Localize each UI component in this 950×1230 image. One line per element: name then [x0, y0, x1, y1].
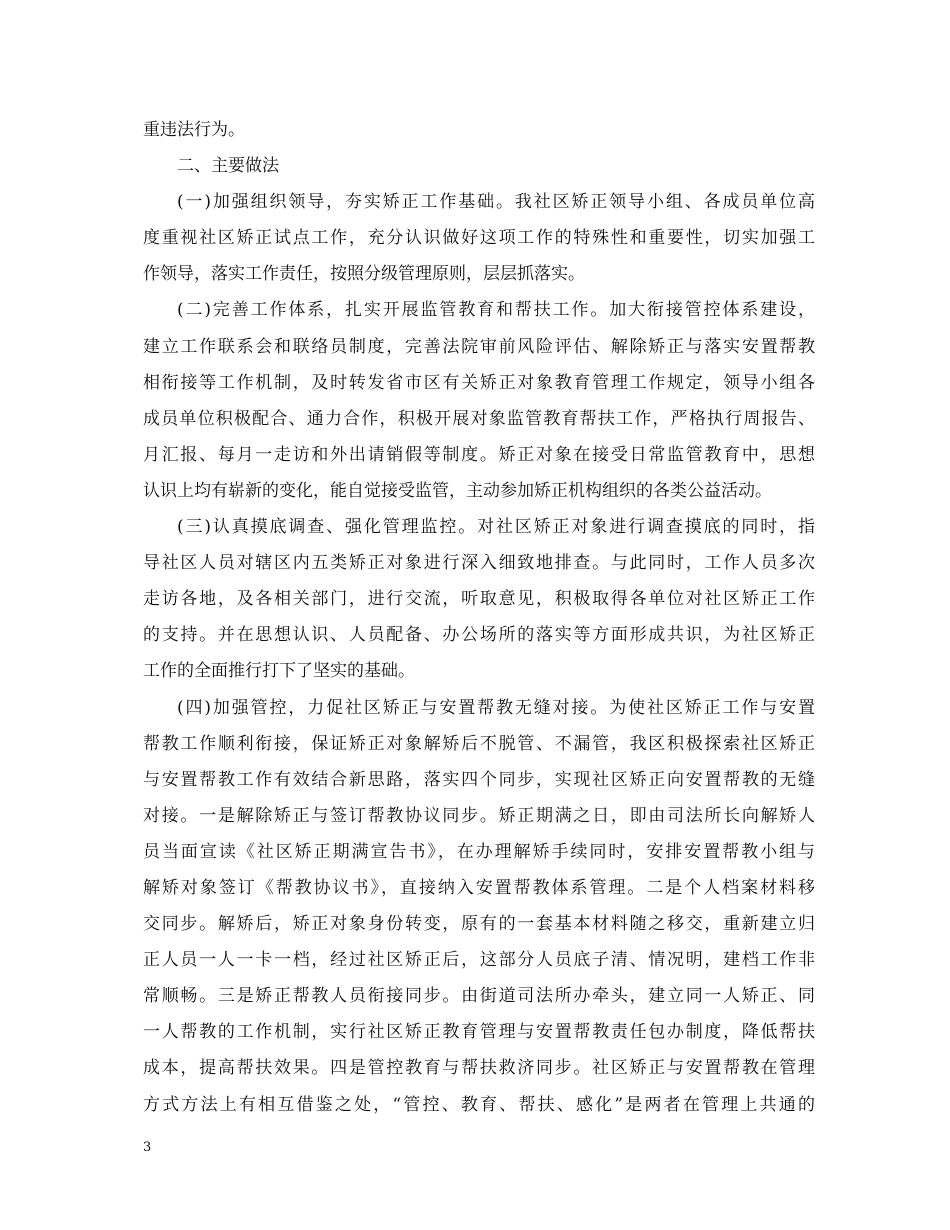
text-line: 月汇报、每月一走访和外出请销假等制度。矫正对象在接受日常监管教育中，思想	[143, 444, 815, 465]
text-line: 与安置帮教工作有效结合新思路，落实四个同步，实现社区矫正向安置帮教的无缝	[143, 769, 815, 790]
text-line: 建立工作联系会和联络员制度，完善法院审前风险评估、解除矫正与落实安置帮教	[143, 336, 815, 357]
text-line: 度重视社区矫正试点工作，充分认识做好这项工作的特殊性和重要性，切实加强工	[143, 228, 815, 249]
text-line: 一人帮教的工作机制，实行社区矫正教育管理与安置帮教责任包办制度，降低帮扶	[143, 1022, 815, 1043]
body-text	[143, 112, 815, 1123]
text-line: 二、主要做法	[177, 156, 279, 177]
page-number: 3	[143, 1140, 152, 1155]
text-line: 作领导，落实工作责任，按照分级管理原则，层层抓落实。	[143, 264, 585, 285]
text-line: (一)加强组织领导，夯实矫正工作基础。我社区矫正领导小组、各成员单位高	[177, 192, 815, 213]
text-line: 成员单位积极配合、通力合作，积极开展对象监管教育帮扶工作，严格执行周报告、	[143, 408, 815, 429]
text-line: 相衔接等工作机制，及时转发省市区有关矫正对象教育管理工作规定，领导小组各	[143, 372, 815, 393]
text-line: 走访各地，及各相关部门，进行交流，听取意见，积极取得各单位对社区矫正工作	[143, 589, 815, 610]
text-line: 成本，提高帮扶效果。四是管控教育与帮扶救济同步。社区矫正与安置帮教在管理	[143, 1058, 815, 1079]
text-line: 帮教工作顺利衔接，保证矫正对象解矫后不脱管、不漏管，我区积极探索社区矫正	[143, 733, 815, 754]
text-line: 员当面宣读《社区矫正期满宣告书》，在办理解矫手续同时，安排安置帮教小组与	[143, 841, 815, 862]
text-line: 解矫对象签订《帮教协议书》，直接纳入安置帮教体系管理。二是个人档案材料移	[143, 877, 815, 898]
text-line: 正人员一人一卡一档，经过社区矫正后，这部分人员底子清、情况明，建档工作非	[143, 950, 815, 971]
text-line: (二)完善工作体系，扎实开展监管教育和帮扶工作。加大衔接管控体系建设，	[177, 300, 815, 321]
text-line: 认识上均有崭新的变化，能自觉接受监管，主动参加矫正机构组织的各类公益活动。	[143, 480, 772, 501]
text-line: 常顺畅。三是矫正帮教人员衔接同步。由街道司法所办牵头，建立同一人矫正、同	[143, 986, 815, 1007]
text-line: 对接。一是解除矫正与签订帮教协议同步。矫正期满之日，即由司法所长向解矫人	[143, 805, 815, 826]
text-line: (三)认真摸底调查、强化管理监控。对社区矫正对象进行调查摸底的同时，指	[177, 517, 815, 538]
text-line: 的支持。并在思想认识、人员配备、办公场所的落实等方面形成共识，为社区矫正	[143, 625, 815, 646]
text-line: 交同步。解矫后，矫正对象身份转变，原有的一套基本材料随之移交，重新建立归	[143, 914, 815, 935]
text-line: 方式方法上有相互借鉴之处，“管控、教育、帮扶、感化”是两者在管理上共通的	[143, 1094, 815, 1115]
text-line: 导社区人员对辖区内五类矫正对象进行深入细致地排查。与此同时，工作人员多次	[143, 553, 815, 574]
text-line: (四)加强管控，力促社区矫正与安置帮教无缝对接。为使社区矫正工作与安置	[177, 697, 815, 718]
text-line: 重违法行为。	[143, 120, 245, 140]
text-line: 工作的全面推行打下了坚实的基础。	[143, 661, 415, 682]
